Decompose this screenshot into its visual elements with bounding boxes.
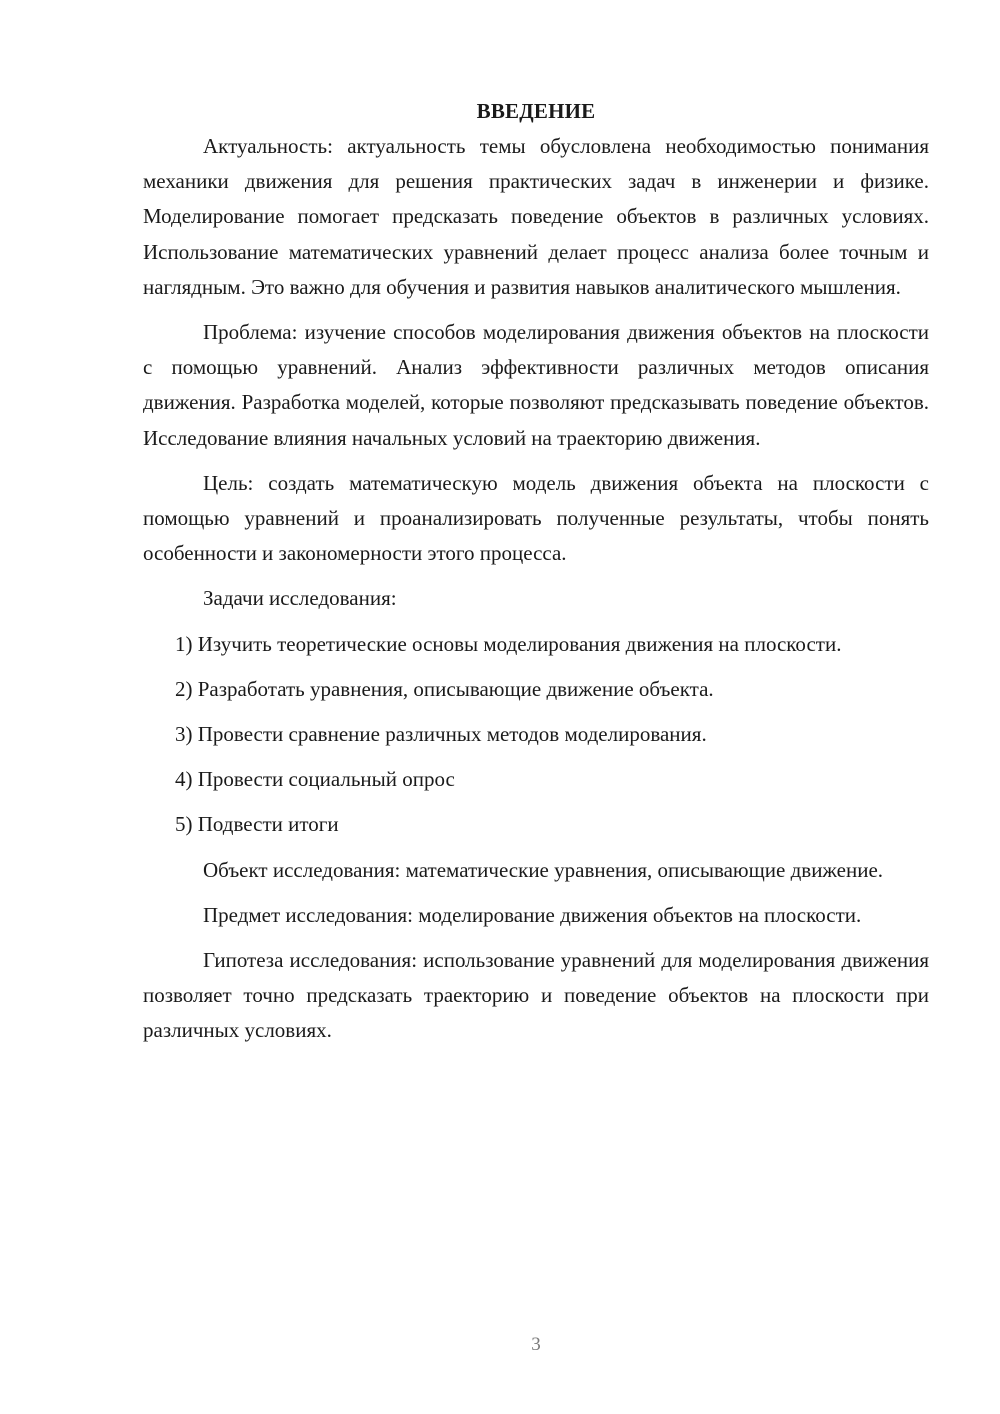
task-item-3: 3) Провести сравнение различных методов моделирования. xyxy=(175,722,707,747)
hypothesis-paragraph: Гипотеза исследования: использование уравнений для моделирования движения позволяет точно предсказать траекторию и поведение объектов на плоскости при различных условиях. xyxy=(143,948,929,1043)
tasks-heading: Задачи исследования: xyxy=(203,586,397,611)
task-item-4: 4) Провести социальный опрос xyxy=(175,767,455,792)
page-number: 3 xyxy=(531,1334,541,1355)
problem-paragraph: Проблема: изучение способов моделирования движения объектов на плоскости с помощью уравнений. Анализ эффективности различных методов описания движения. Разработка моделей, которые позволяют предсказывать поведение объектов. Исследование влияния начальных условий на траекторию движения. xyxy=(143,320,929,450)
section-title: ВВЕДЕНИЕ xyxy=(476,99,596,123)
relevance-paragraph: Актуальность: актуальность темы обусловлена необходимостью понимания механики движения для решения практических задач в инженерии и физике. Моделирование помогает предсказать поведение объектов в различных условиях. Использование математических уравнений делает процесс анализа более точным и наглядным. Это важно для обучения и развития навыков аналитического мышления. xyxy=(143,134,929,299)
goal-paragraph: Цель: создать математическую модель движения объекта на плоскости с помощью уравнений и проанализировать полученные результаты, чтобы понять особенности и закономерности этого процесса. xyxy=(143,470,929,566)
task-item-1: 1) Изучить теоретические основы моделирования движения на плоскости. xyxy=(175,631,842,656)
task-item-5: 5) Подвести итоги xyxy=(175,812,339,837)
subject-paragraph: Предмет исследования: моделирование движения объектов на плоскости. xyxy=(203,902,862,927)
task-item-2: 2) Разработать уравнения, описывающие движение объекта. xyxy=(175,676,714,701)
object-paragraph: Объект исследования: математические уравнения, описывающие движение. xyxy=(203,857,884,882)
document-body xyxy=(143,94,929,1049)
